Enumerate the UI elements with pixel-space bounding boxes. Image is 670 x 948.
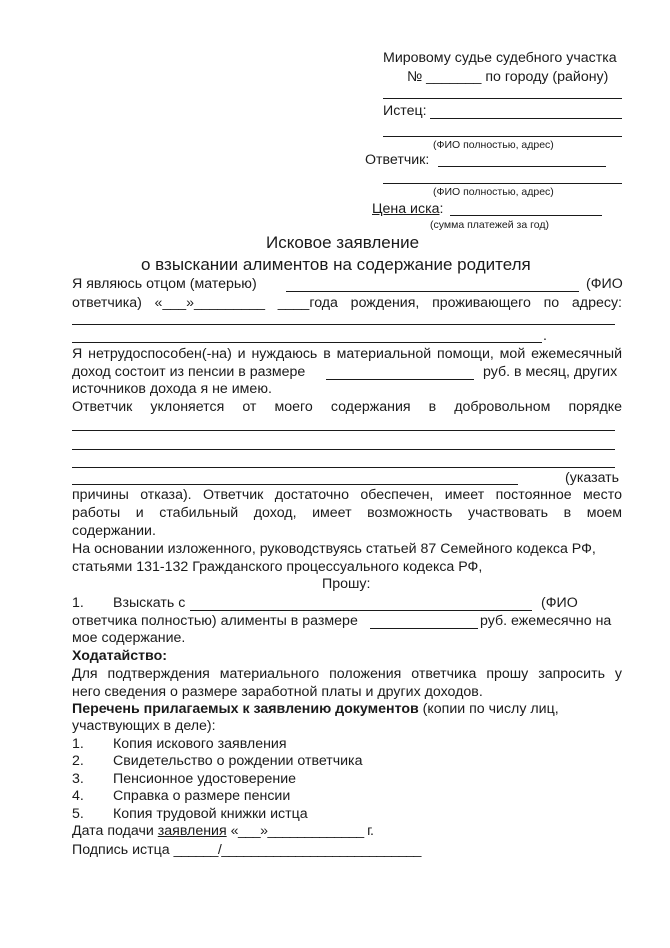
- defendant-field-line: [438, 166, 606, 167]
- signature-line: [72, 842, 421, 858]
- request-heading: Прошу:: [322, 576, 371, 592]
- address-field-line-2: [72, 342, 542, 343]
- document-item-3: [72, 771, 296, 787]
- claim-price-label-text: Цена иска: [372, 201, 440, 217]
- addressee-blank-line: [383, 98, 622, 99]
- document-title: Исковое заявление: [266, 233, 420, 252]
- document-item-number: 4.: [72, 788, 84, 804]
- filing-date-word: заявления: [157, 823, 227, 839]
- claim-price-label: [372, 201, 443, 217]
- request-number: 1.: [72, 595, 84, 611]
- request-line1-start: Взыскать с: [113, 595, 186, 611]
- plaintiff-field-line-2: [383, 136, 622, 137]
- documents-heading-tail: (копии по числу лиц,: [422, 701, 559, 717]
- document-item-5: [72, 806, 308, 822]
- document-item-number: 3.: [72, 771, 84, 787]
- request-line1-end: (ФИО: [541, 595, 578, 611]
- p3-line6: работы и стабильный доход, имеет возможность участвовать в моем: [72, 505, 622, 521]
- defendant-hint: (ФИО полностью, адрес): [433, 186, 554, 198]
- reason-field-line-1: [72, 430, 615, 431]
- filing-date-label: Дата подачи: [72, 823, 154, 839]
- parent-name-field-line: [286, 291, 579, 292]
- request-line2-end: руб. ежемесячно на: [480, 613, 612, 629]
- addressee-line-1: Мировому судье судебного участка: [383, 50, 617, 66]
- documents-heading: Перечень прилагаемых к заявлению документов: [72, 701, 419, 717]
- document-item-1: [72, 736, 287, 752]
- defendant-name-field-line: [190, 610, 532, 611]
- document-item-text: Пенсионное удостоверение: [113, 771, 297, 787]
- defendant-field-line-2: [383, 183, 622, 184]
- document-subtitle: о взыскании алиментов на содержание родителя: [141, 255, 531, 274]
- p2-line2-end: руб. в месяц, других: [483, 364, 618, 380]
- document-item-number: 1.: [72, 736, 84, 752]
- motion-line2: него сведения о размере заработной платы и других доходов.: [72, 684, 483, 700]
- signature-label: Подпись истца: [72, 842, 170, 858]
- document-item-number: 2.: [72, 753, 84, 769]
- motion-line1: Для подтверждения материального положения ответчика прошу запросить у: [72, 666, 622, 682]
- plaintiff-hint: (ФИО полностью, адрес): [433, 139, 554, 151]
- document-item-text: Копия искового заявления: [113, 736, 287, 752]
- document-item-2: [72, 753, 362, 769]
- signature-field: ______/___________________________: [173, 842, 421, 858]
- p3-line7: содержании.: [72, 523, 156, 539]
- claim-price-field-line: [450, 215, 602, 216]
- p3-specify-hint: (указать: [565, 470, 620, 486]
- alimony-amount-field-line: [370, 628, 478, 629]
- request-line2-start: ответчика полностью) алименты в размере: [72, 613, 358, 629]
- p2-line3: источников дохода я не имею.: [72, 381, 272, 397]
- defendant-label: Ответчик:: [365, 152, 430, 168]
- address-field-line-1: [72, 324, 615, 325]
- reason-field-line-2: [72, 449, 615, 450]
- document-item-text: Свидетельство о рождении ответчика: [113, 753, 363, 769]
- p4-line2: статьями 131-132 Гражданского процессуального кодекса РФ,: [72, 559, 483, 575]
- addressee-line-2: № _______ по городу (району): [407, 69, 609, 85]
- p1-end-dot: .: [543, 328, 547, 344]
- p3-line5: причины отказа). Ответчик достаточно обеспечен, имеет постоянное место: [72, 487, 622, 503]
- filing-date-field: «___»_____________ г.: [230, 823, 374, 839]
- document-item-text: Справка о размере пенсии: [113, 788, 291, 804]
- claim-price-hint: (сумма платежей за год): [430, 219, 549, 231]
- reason-field-line-3: [72, 467, 615, 468]
- p4-line1: На основании изложенного, руководствуясь статьей 87 Семейного кодекса РФ,: [72, 541, 596, 557]
- filing-date-line: [72, 823, 373, 839]
- documents-heading-line: [72, 701, 559, 717]
- p2-line2-start: доход состоит из пенсии в размере: [72, 364, 306, 380]
- p1-line1-start: Я являюсь отцом (матерью): [72, 276, 257, 292]
- plaintiff-label: Истец:: [383, 103, 427, 119]
- documents-heading-line2: участвующих в деле):: [72, 718, 216, 734]
- plaintiff-field-line: [430, 118, 622, 119]
- document-item-text: Копия трудовой книжки истца: [113, 806, 308, 822]
- document-item-4: [72, 788, 290, 804]
- pension-amount-field-line: [326, 379, 474, 380]
- request-line3: мое содержание.: [72, 630, 186, 646]
- p1-line2: ответчика) «___»_________ ____года рождения, проживающего по адресу:: [72, 295, 622, 311]
- claim-price-colon: :: [439, 201, 444, 217]
- reason-field-line-4: [72, 484, 518, 485]
- document-item-number: 5.: [72, 806, 84, 822]
- motion-heading: Ходатайство:: [72, 648, 167, 664]
- p3-line1: Ответчик уклоняется от моего содержания в добровольном порядке: [72, 399, 622, 415]
- p2-line1: Я нетрудоспособен(-на) и нуждаюсь в материальной помощи, мой ежемесячный: [72, 346, 622, 362]
- p1-line1-end: (ФИО: [586, 276, 623, 292]
